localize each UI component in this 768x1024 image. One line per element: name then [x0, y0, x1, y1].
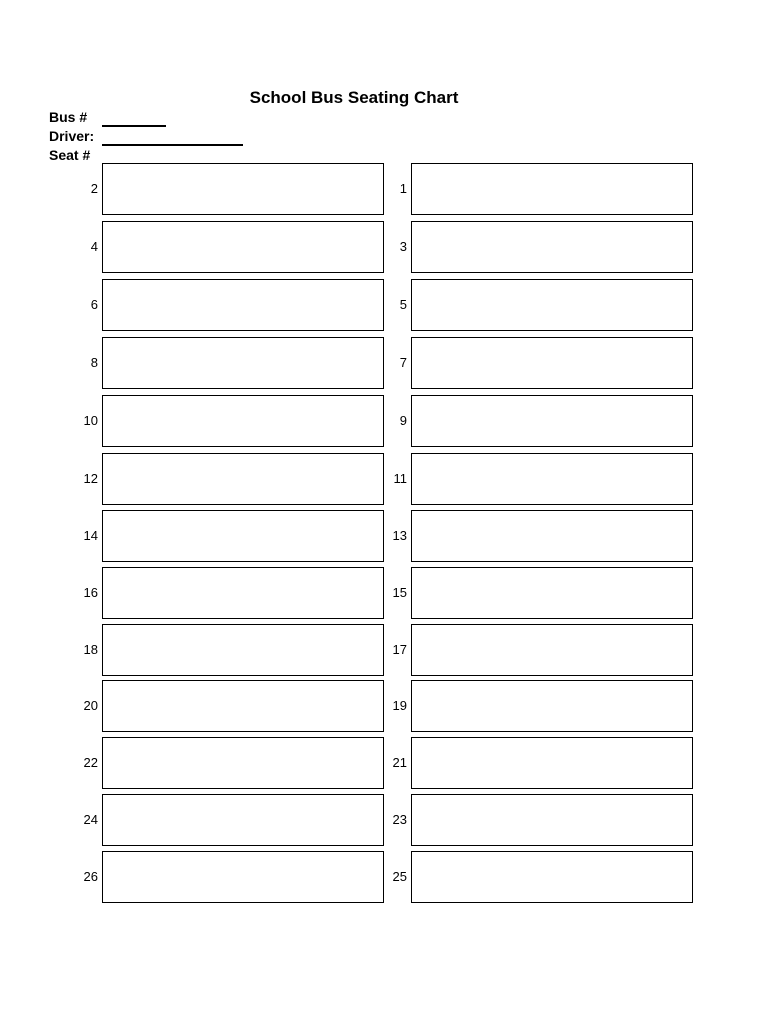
- seat-20: [83, 680, 384, 732]
- seat-number-label: 19: [392, 698, 407, 713]
- seat-name-box[interactable]: [102, 794, 384, 846]
- seat-name-box[interactable]: [411, 794, 693, 846]
- seat-name-box[interactable]: [102, 221, 384, 273]
- seat-number-label: 15: [392, 585, 407, 600]
- seat-18: [83, 624, 384, 676]
- seat-name-box[interactable]: [102, 851, 384, 903]
- seat-number-label: 10: [83, 413, 98, 428]
- seat-name-box[interactable]: [102, 737, 384, 789]
- seat-6: [90, 279, 384, 331]
- seat-name-box[interactable]: [102, 279, 384, 331]
- seat-22: [83, 737, 384, 789]
- seat-number-label: 1: [399, 181, 407, 196]
- seat-11: [393, 453, 693, 505]
- seat-number-label: 20: [83, 698, 98, 713]
- seat-name-box[interactable]: [411, 163, 693, 215]
- seat-26: [83, 851, 384, 903]
- seat-17: [392, 624, 693, 676]
- seat-name-box[interactable]: [102, 163, 384, 215]
- driver-label: Driver:: [49, 128, 95, 144]
- seat-number-label: 11: [393, 471, 407, 486]
- seat-5: [399, 279, 693, 331]
- seat-number-label: 25: [392, 869, 407, 884]
- seat-19: [392, 680, 693, 732]
- seat-number-label: 8: [90, 355, 98, 370]
- seat-number-label: 17: [392, 642, 407, 657]
- seat-10: [83, 395, 384, 447]
- seat-number-label: 14: [83, 528, 98, 543]
- seat-name-box[interactable]: [102, 337, 384, 389]
- page-title: School Bus Seating Chart: [249, 88, 459, 107]
- seat-4: [90, 221, 384, 273]
- seat-name-box[interactable]: [102, 395, 384, 447]
- seat-9: [399, 395, 693, 447]
- seat-number-label: 18: [83, 642, 98, 657]
- seat-8: [90, 337, 384, 389]
- seat-1: [399, 163, 693, 215]
- seat-number-label: 5: [399, 297, 407, 312]
- seat-number-label: 9: [399, 413, 407, 428]
- seat-name-box[interactable]: [411, 851, 693, 903]
- seat-number-label: 16: [83, 585, 98, 600]
- seat-name-box[interactable]: [102, 453, 384, 505]
- seat-24: [83, 794, 384, 846]
- seat-name-box[interactable]: [411, 337, 693, 389]
- seat-number-label: 21: [392, 755, 407, 770]
- seat-name-box[interactable]: [411, 510, 693, 562]
- seat-number-label: Seat #: [49, 147, 91, 163]
- seat-number-label: 13: [392, 528, 407, 543]
- seat-name-box[interactable]: [411, 221, 693, 273]
- seat-name-box[interactable]: [411, 279, 693, 331]
- seat-number-label: 24: [83, 812, 98, 827]
- seat-number-label: 3: [399, 239, 407, 254]
- seat-number-label: 23: [392, 812, 407, 827]
- seat-number-label: 7: [399, 355, 407, 370]
- seat-3: [399, 221, 693, 273]
- seat-name-box[interactable]: [411, 624, 693, 676]
- seat-23: [392, 794, 693, 846]
- bus-number-label: Bus #: [49, 109, 88, 125]
- seat-number-label: 12: [83, 471, 98, 486]
- seat-16: [83, 567, 384, 619]
- seat-name-box[interactable]: [411, 680, 693, 732]
- seat-name-box[interactable]: [102, 624, 384, 676]
- seat-name-box[interactable]: [411, 395, 693, 447]
- seat-name-box[interactable]: [102, 680, 384, 732]
- seat-number-label: 2: [90, 181, 98, 196]
- seat-number-label: 22: [83, 755, 98, 770]
- seat-name-box[interactable]: [102, 567, 384, 619]
- seat-12: [83, 453, 384, 505]
- seat-name-box[interactable]: [411, 567, 693, 619]
- seat-7: [399, 337, 693, 389]
- seat-number-label: 4: [90, 239, 98, 254]
- seat-25: [392, 851, 693, 903]
- seat-number-label: 6: [90, 297, 98, 312]
- seat-15: [392, 567, 693, 619]
- seat-2: [90, 163, 384, 215]
- seat-name-box[interactable]: [411, 453, 693, 505]
- seat-name-box[interactable]: [102, 510, 384, 562]
- seat-name-box[interactable]: [411, 737, 693, 789]
- seat-21: [392, 737, 693, 789]
- seat-13: [392, 510, 693, 562]
- seat-14: [83, 510, 384, 562]
- seat-number-label: 26: [83, 869, 98, 884]
